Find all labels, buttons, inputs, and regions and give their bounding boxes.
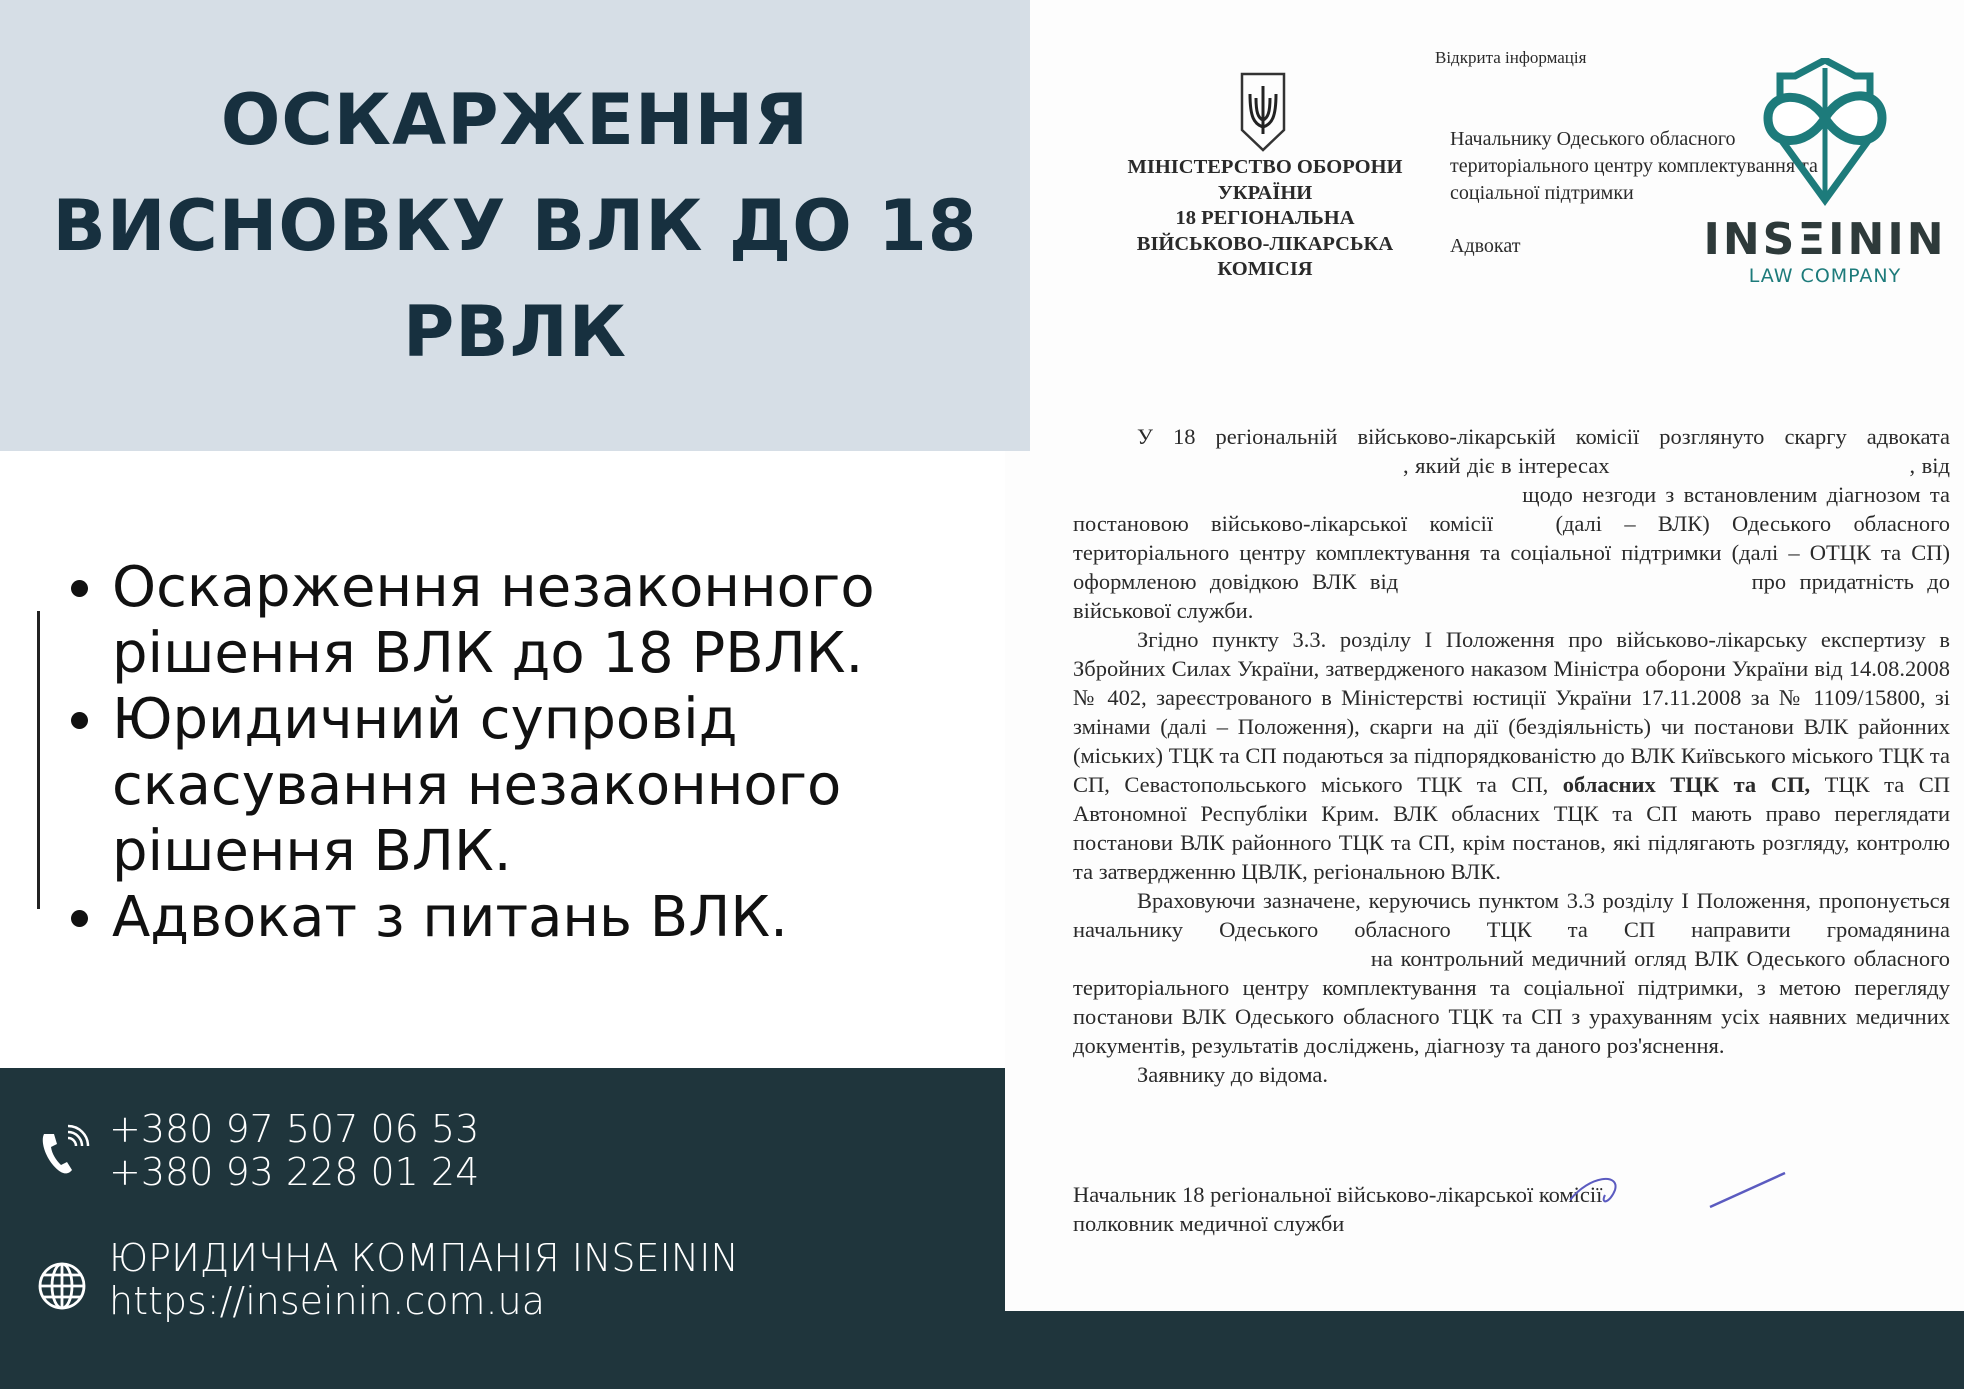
paragraph-2 — [1073, 625, 1950, 886]
text: Згідно пункту 3.3. розділу І Положення про військово-лікарську експертизу в Збройних Силах України, затвердженого наказом Міністра оборони України від 14.08.2008 № 402, зареєстрованого в Міністерстві юстиції України 17.11.2008 за № 1109/15800, зі змінами (далі – Положення), скарги на дії (бездіяльність) чи постанови ВЛК районних (міських) ТЦК та СП подаються за підпорядкованістю до ВЛК Київського міського ТЦК та СП, Севастопольського міського ТЦК та СП, — [1073, 627, 1950, 797]
logo-name: INSΞININ — [1703, 214, 1947, 265]
advocate-label: Адвокат — [1450, 235, 1521, 257]
text: ТЦК та СП Автономної Республіки Крим. ВЛК обласних ТЦК та СП мають право переглядати постанови ВЛК районного ТЦК та СП, крім постанов, які підлягають розгляду, контролю та затвердженню ЦВЛК, регіональною ВЛК. — [1073, 772, 1951, 884]
ministry-line: КОМІСІЯ — [1217, 258, 1313, 280]
addressee-line: Начальнику Одеського обласного — [1450, 128, 1736, 150]
title-line: РВЛК — [402, 290, 627, 373]
title-line: ВИСНОВКУ ВЛК ДО 18 — [52, 184, 978, 267]
service-item: • Адвокат з питань ВЛК. — [112, 885, 992, 951]
service-item: • Оскарження незаконного рішення ВЛК до 18 РВЛК. — [112, 555, 992, 687]
inseinin-logo — [1700, 58, 1950, 287]
ministry-line: 18 РЕГІОНАЛЬНА — [1175, 207, 1355, 229]
company-name: ЮРИДИЧНА КОМПАНІЯ INSEININ — [109, 1236, 739, 1280]
ministry-line: ВІЙСЬКОВО-ЛІКАРСЬКА — [1136, 232, 1394, 255]
paragraph-3 — [1073, 886, 1950, 1060]
shield-infinity-logo-icon — [1750, 58, 1900, 208]
text: про придатність до військової служби. — [1073, 569, 1951, 623]
addressee-line: територіального центру комплектування та — [1450, 155, 1818, 177]
text: Заявнику до відома. — [1137, 1062, 1328, 1087]
letter-body — [1073, 422, 1950, 1089]
addressee-line: соціальної підтримки — [1450, 182, 1634, 204]
divider — [37, 611, 40, 909]
text: , який діє в інтересах — [1403, 453, 1610, 478]
paragraph-1 — [1073, 422, 1950, 625]
title-line: ОСКАРЖЕННЯ — [220, 78, 810, 161]
signatory-title: Начальник 18 регіональної військово-лікарської комісії — [1073, 1182, 1603, 1207]
signatory-rank: полковник медичної служби — [1073, 1211, 1345, 1236]
handwritten-signature — [1560, 1165, 1800, 1215]
text: , від — [1909, 453, 1950, 478]
bold-text: обласних ТЦК та СП, — [1562, 772, 1811, 797]
signature-block — [1073, 1180, 1602, 1238]
phone-icon — [38, 1124, 96, 1178]
headline-panel — [0, 0, 1030, 451]
page-title — [52, 67, 977, 385]
text: на контрольний медичний огляд ВЛК Одеського обласного територіального центру комплектування та соціальної підтримки, з метою перегляду постанови ВЛК Одеського обласного ТЦК та СП з урахуванням усіх наявних медичних документів, результатів досліджень, діагнозу та даного роз'яснення. — [1073, 946, 1950, 1058]
phone-number[interactable]: +380 97 507 06 53 — [109, 1107, 480, 1151]
ministry-header — [1105, 155, 1425, 283]
text: (далі – ВЛК) Одеського обласного територіального центру комплектування та соціальної підтримки (далі – ОТЦК та СП) оформленою довідкою ВЛК від — [1073, 511, 1950, 594]
website-link[interactable]: https://inseinin.com.ua — [109, 1279, 545, 1323]
ministry-line: УКРАЇНИ — [1217, 181, 1313, 204]
service-item: • Юридичний супровід скасування незаконного рішення ВЛК. — [112, 687, 932, 885]
logo-subtitle: LAW COMPANY — [1748, 265, 1902, 287]
globe-icon — [37, 1260, 87, 1312]
ministry-line: МІНІСТЕРСТВО ОБОРОНИ — [1127, 156, 1403, 178]
paragraph-4 — [1073, 1060, 1950, 1089]
services-list — [60, 555, 992, 951]
phone-number[interactable]: +380 93 228 01 24 — [109, 1150, 480, 1194]
text: Враховуючи зазначене, керуючись пунктом 3.3 розділу І Положення, пропонується начальнику Одеського обласного ТЦК та СП направити громадянина — [1073, 888, 1950, 942]
text: У 18 регіональній військово-лікарській комісії розглянуто скаргу адвоката — [1137, 424, 1950, 449]
open-info-label: Відкрита інформація — [1435, 48, 1587, 67]
text: щодо незгоди з встановленим діагнозом та постановою військово-лікарської комісії — [1073, 482, 1950, 536]
coat-of-arms-icon — [1240, 72, 1286, 152]
